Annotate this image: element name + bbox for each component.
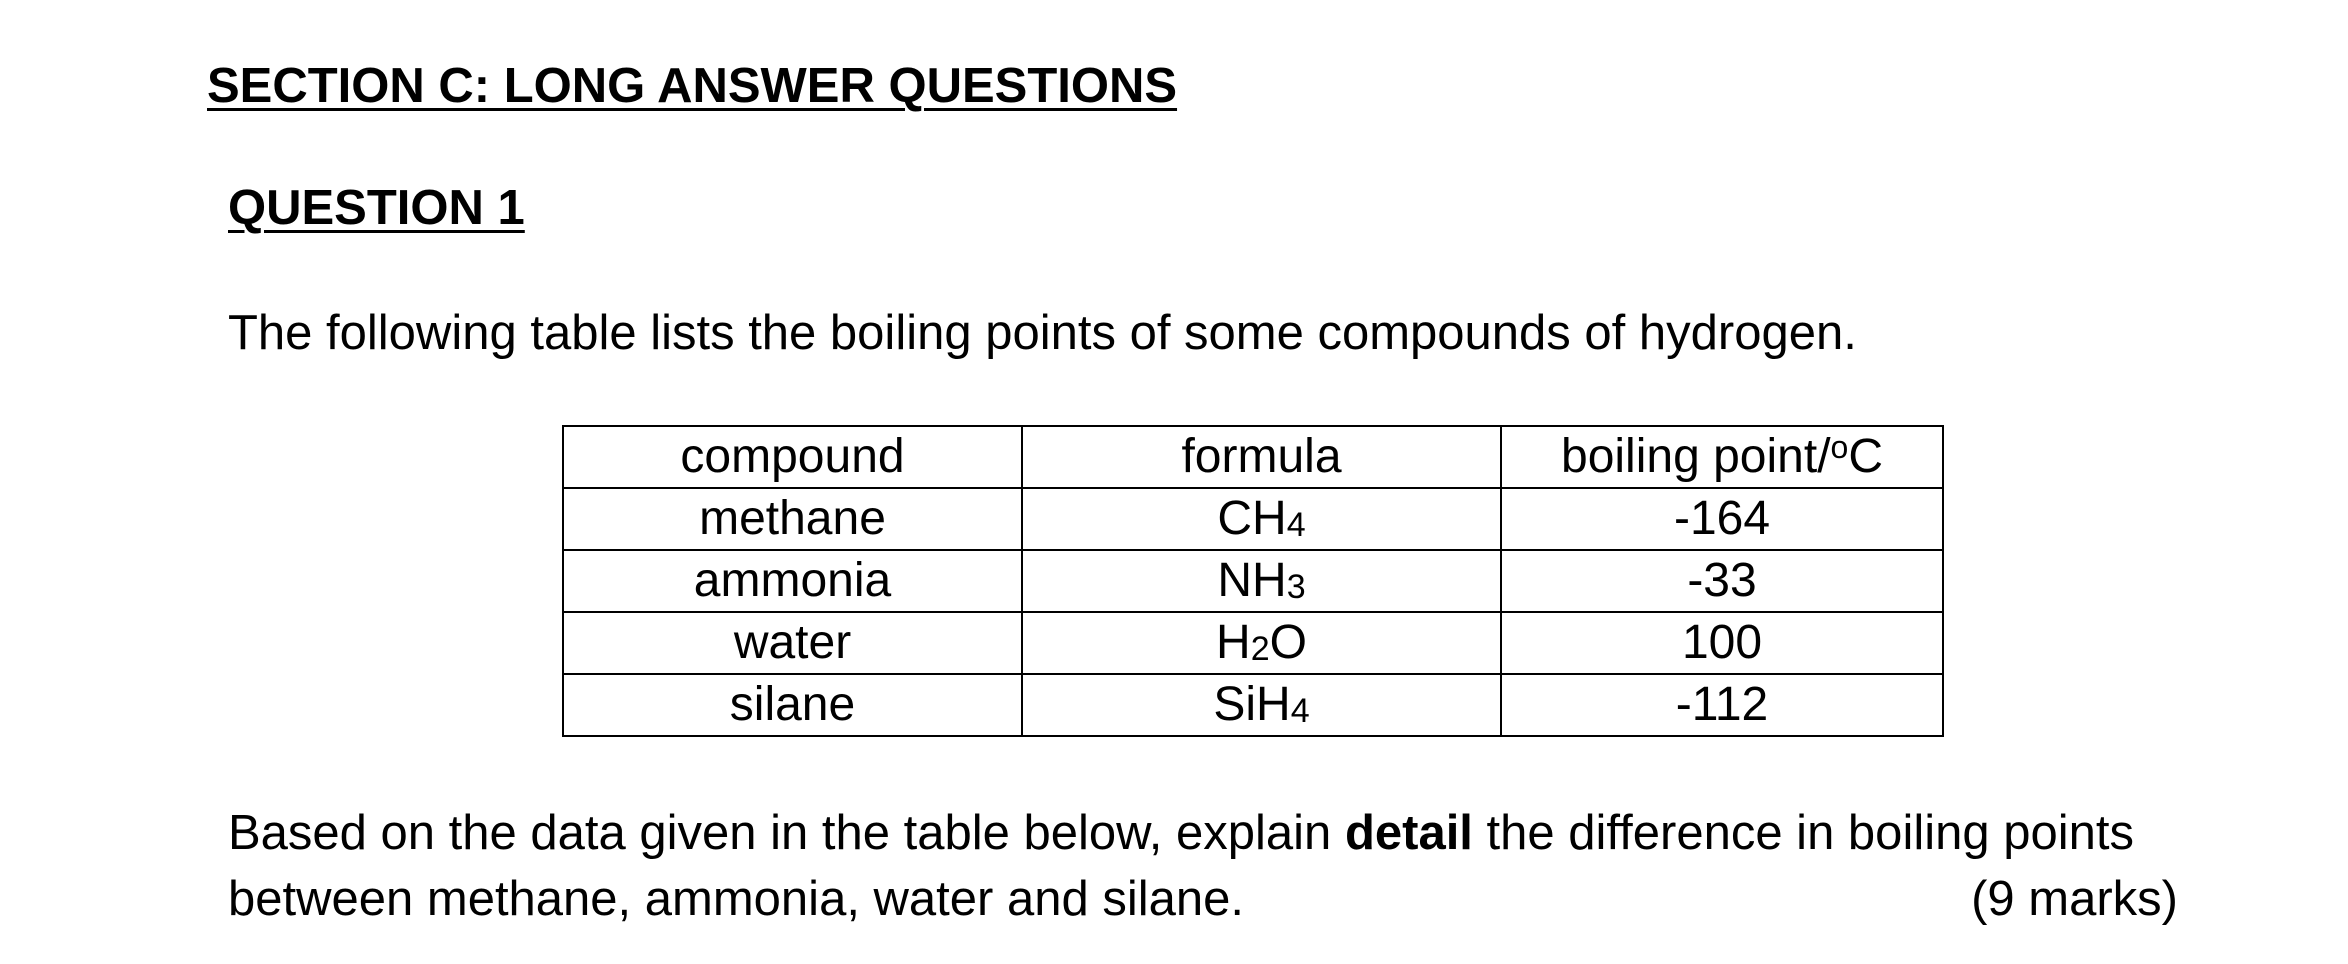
question-prompt <box>228 800 2178 932</box>
prompt-line-1 <box>228 800 2178 866</box>
section-title: SECTION C: LONG ANSWER QUESTIONS <box>207 59 1178 113</box>
cell-compound: silane <box>563 674 1022 736</box>
formula-part: O <box>1269 616 1307 669</box>
prompt-line-2 <box>228 866 2178 932</box>
cell-boiling-point: 100 <box>1501 612 1943 674</box>
formula-part: NH <box>1217 554 1287 607</box>
cell-boiling-point: -164 <box>1501 488 1943 550</box>
marks-label: (9 marks) <box>1971 872 2178 926</box>
table-header-row <box>563 426 1943 488</box>
table-row <box>563 550 1943 612</box>
cell-compound: methane <box>563 488 1022 550</box>
formula-part: H <box>1216 616 1251 669</box>
header-bp-label: boiling point/ <box>1561 430 1831 483</box>
formula-part: SiH <box>1213 678 1291 731</box>
table-row <box>563 674 1943 736</box>
formula-subscript: 3 <box>1286 568 1306 606</box>
question-intro: The following table lists the boiling points of some compounds of hydrogen. <box>228 306 1857 360</box>
cell-boiling-point: -33 <box>1501 550 1943 612</box>
formula-subscript: 2 <box>1250 630 1270 668</box>
cell-formula <box>1022 550 1501 612</box>
cell-compound: water <box>563 612 1022 674</box>
prompt-emphasis: detail <box>1344 806 1473 860</box>
prompt-text: the difference in boiling points <box>1472 806 2134 860</box>
boiling-points-table <box>562 425 1944 737</box>
table-row <box>563 488 1943 550</box>
header-compound: compound <box>563 426 1022 488</box>
header-bp-unit: C <box>1848 430 1883 483</box>
cell-boiling-point: -112 <box>1501 674 1943 736</box>
prompt-text: Based on the data given in the table below, explain <box>228 806 1345 860</box>
cell-formula <box>1022 674 1501 736</box>
header-boiling-point <box>1501 426 1943 488</box>
formula-subscript: 4 <box>1286 506 1306 544</box>
formula-part: CH <box>1217 492 1287 545</box>
cell-formula <box>1022 488 1501 550</box>
prompt-text: between methane, ammonia, water and silane. <box>228 872 1244 926</box>
cell-compound: ammonia <box>563 550 1022 612</box>
cell-formula <box>1022 612 1501 674</box>
header-bp-degree: o <box>1830 429 1849 465</box>
table-row <box>563 612 1943 674</box>
formula-subscript: 4 <box>1290 692 1310 730</box>
question-title: QUESTION 1 <box>228 181 525 235</box>
header-formula: formula <box>1022 426 1501 488</box>
